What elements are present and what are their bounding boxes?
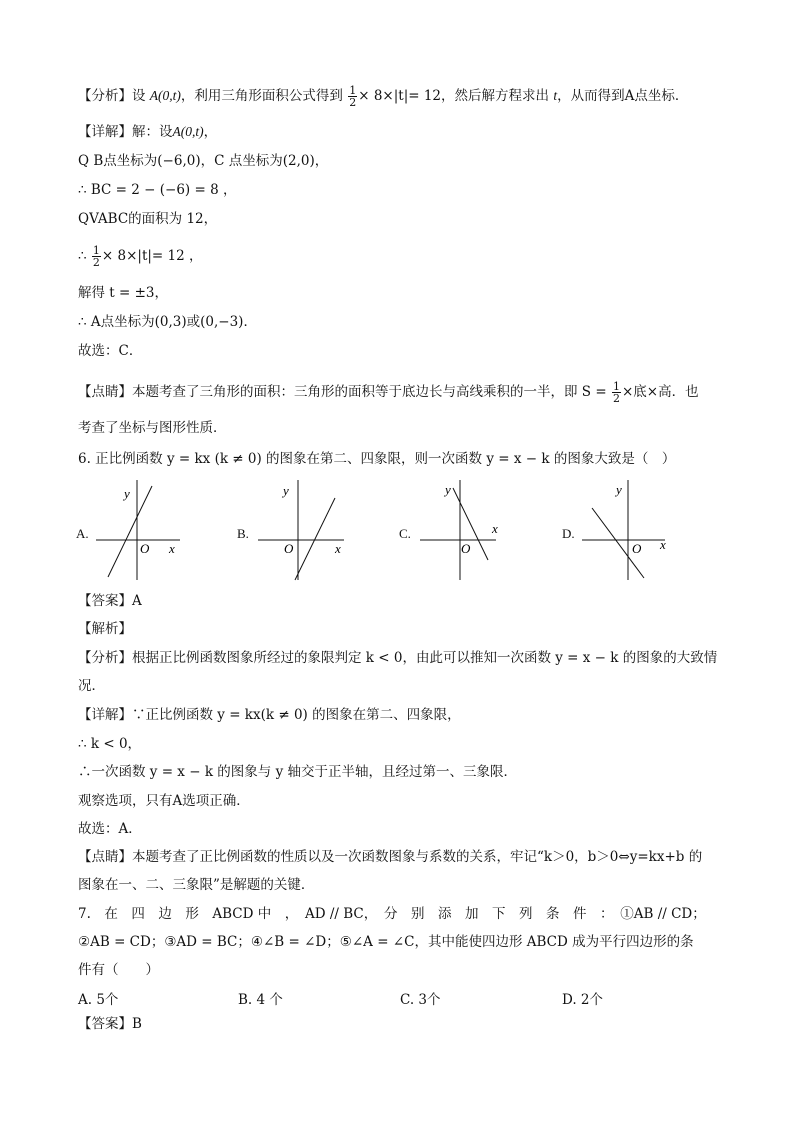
graph-c-label: C.	[399, 526, 411, 541]
q7-answer-line	[78, 1015, 142, 1033]
graph-a-label: A.	[76, 526, 89, 541]
q5-analysis-text-4: ，从而得到A点坐标．	[557, 88, 689, 104]
q5-detail-line-5	[78, 245, 203, 268]
x-axis-label: x	[660, 537, 666, 552]
detail-bracket: 【详解】	[78, 707, 132, 723]
q6-answer-line	[78, 592, 142, 610]
q5-analysis-text-2: ，利用三角形面积公式得到	[180, 88, 343, 104]
fraction-half-3: $\frac{1}{2}$	[612, 380, 620, 405]
q5-var-t: t	[553, 88, 558, 103]
origin-label: O	[140, 541, 150, 556]
q7-stem-line-1: 7. 在 四 边 形 ABCD 中 ， AD // BC， 分 别 添 加 下 列 条 件 ： ①AB // CD；	[78, 906, 706, 922]
q6-detail-line-1	[78, 706, 461, 724]
q5-detail-line-4: QVABC的面积为 12，	[78, 211, 218, 227]
q6-analysis-line-2: 况．	[78, 678, 105, 694]
comment-bracket: 【点睛】	[78, 849, 132, 865]
q5-comment-text-2: ×底×高．也	[621, 384, 699, 400]
q5-detail-line-8: 故选：C．	[78, 343, 143, 359]
q5-detail-line-2: Q B点坐标为(−6,0)，C 点坐标为(2,0)，	[78, 153, 329, 169]
graph-d-label: D.	[562, 526, 575, 541]
q6-comment-line-1	[78, 848, 702, 866]
origin-label: O	[461, 541, 471, 556]
q5-comment-text: 本题考查了三角形的面积：三角形的面积等于底边长与高线乘积的一半，即 S =	[132, 384, 607, 400]
x-axis-label: x	[169, 541, 175, 556]
graph-b	[256, 478, 356, 582]
graph-a	[92, 478, 192, 582]
q6-analysis-line-1	[78, 649, 717, 667]
fraction-half: $\frac{1}{2}$	[349, 84, 357, 109]
q6-analysis-text: 根据正比例函数图象所经过的象限判定 k < 0，由此可以推知一次函数 y = x − k 的图象的大致情	[132, 650, 718, 666]
q5-analysis-text: 设	[132, 88, 146, 104]
q5-equation: × 8×|t|= 12	[358, 88, 442, 104]
q5-point-a-2: A(0,t)	[172, 124, 204, 139]
q7-option-d: D. 2个	[562, 992, 604, 1008]
x-axis-label: x	[492, 521, 498, 536]
q5-analysis-text-3: ，然后解方程求出	[441, 88, 550, 104]
detail-bracket: 【详解】	[78, 124, 132, 140]
q5-comment-line-2: 考查了坐标与图形性质．	[78, 420, 227, 436]
graph-c	[418, 478, 518, 582]
q5-point-a: A(0,t)	[149, 88, 181, 103]
q6-jiexi-line: 【解析】	[78, 621, 132, 637]
q5-analysis-line	[78, 85, 688, 108]
q7-stem-line-2: ②AB = CD；③AD = BC；④∠B = ∠D；⑤∠A = ∠C，其中能使四边形 ABCD 成为平行四边形的条	[78, 934, 694, 950]
analysis-bracket: 【分析】	[78, 650, 132, 666]
q7-stem-line-3: 件有（ ）	[78, 962, 159, 978]
x-axis-label: x	[335, 541, 341, 556]
q5-detail-line-7: ∴ A点坐标为(0,3)或(0,−3)．	[78, 314, 257, 330]
q7-answer: B	[132, 1016, 142, 1032]
q7-option-b: B. 4 个	[238, 992, 283, 1008]
y-axis-label: y	[283, 483, 289, 498]
fraction-half-2: $\frac{1}{2}$	[92, 244, 100, 269]
y-axis-label: y	[616, 482, 622, 497]
answer-bracket: 【答案】	[78, 1016, 132, 1032]
q6-detail-line-3: ∴一次函数 y = x − k 的图象与 y 轴交于正半轴，且经过第一、三象限．	[78, 764, 517, 780]
q5-equation-2: × 8×|t|= 12 ，	[101, 248, 203, 264]
q5-detail-text: 解：设	[132, 124, 173, 140]
q5-detail-line-3: ∴ BC = 2 − (−6) = 8 ，	[78, 182, 237, 198]
q7-option-c: C. 3个	[400, 992, 441, 1008]
q5-detail-comma: ，	[203, 124, 218, 140]
q5-detail-line-6: 解得 t = ±3，	[78, 285, 169, 301]
q6-comment-text: 本题考查了正比例函数的性质以及一次函数图象与系数的关系，牢记“k＞0，b＞0⇔y=kx+b 的	[132, 849, 703, 865]
q6-detail-line-2: ∴ k < 0，	[78, 736, 142, 752]
origin-label: O	[632, 541, 642, 556]
q6-detail-line-5: 故选：A．	[78, 821, 142, 837]
y-axis-label: y	[124, 486, 130, 501]
therefore-symbol: ∴	[78, 248, 87, 264]
y-axis-label: y	[445, 482, 451, 497]
q6-detail-line-4: 观察选项，只有A选项正确．	[78, 793, 250, 809]
origin-label: O	[284, 541, 294, 556]
analysis-bracket: 【分析】	[78, 88, 132, 104]
q6-stem: 6. 正比例函数 y = kx (k ≠ 0) 的图象在第二、四象限，则一次函数 y = x − k 的图象大致是（ ）	[78, 451, 676, 467]
graph-d	[580, 478, 680, 582]
q5-detail-line-1	[78, 123, 217, 141]
q7-option-a: A. 5个	[78, 992, 119, 1008]
answer-bracket: 【答案】	[78, 593, 132, 609]
q5-comment-line-1	[78, 381, 699, 404]
q6-detail-text: ∵正比例函数 y = kx(k ≠ 0) 的图象在第二、四象限，	[132, 707, 461, 723]
q6-answer: A	[132, 593, 142, 609]
graph-b-label: B.	[237, 526, 249, 541]
q6-comment-line-2: 图象在一、二、三象限”是解题的关键．	[78, 877, 315, 893]
comment-bracket: 【点睛】	[78, 384, 132, 400]
